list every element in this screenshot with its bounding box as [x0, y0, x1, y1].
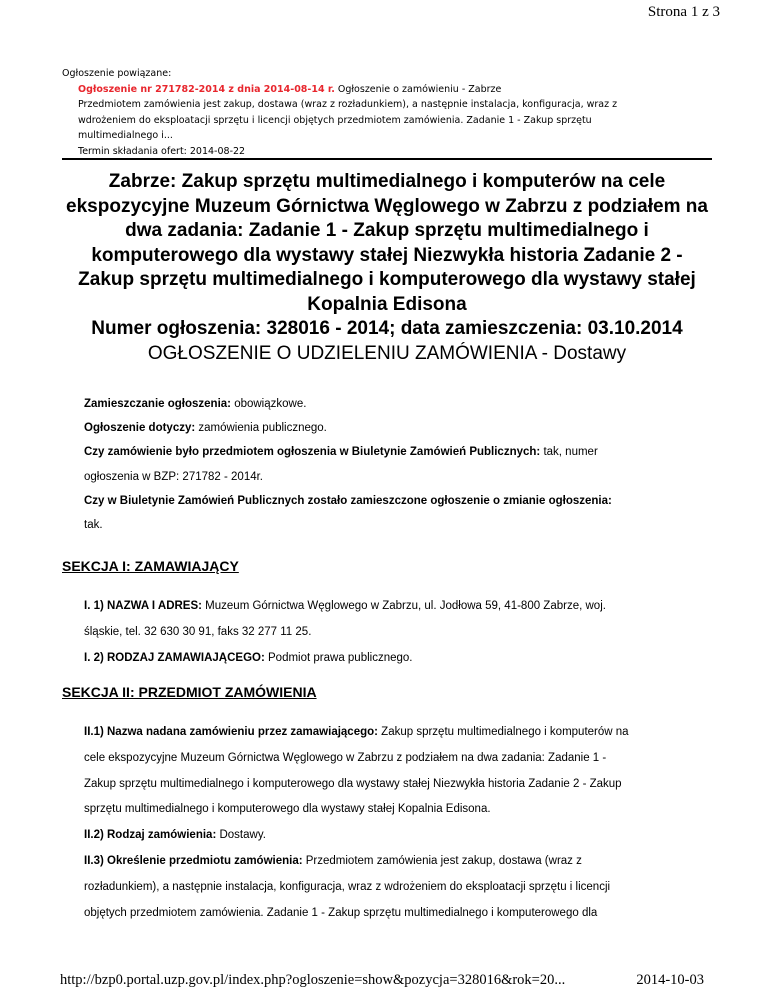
section-label: II.3) Określenie przedmiotu zamówienia:: [84, 854, 303, 867]
section-value: Zakup sprzętu multimedialnego i komputerowego dla wystawy stałej Niezwykła historia Zadanie 2 - Zakup: [84, 777, 622, 790]
section-value: Przedmiotem zamówienia jest zakup, dostawa (wraz z: [302, 854, 582, 867]
title-line: Zabrze: Zakup sprzętu multimedialnego i komputerów na cele: [108, 171, 666, 192]
section-value: rozładunkiem), a następnie instalacja, konfiguracja, wraz z wdrożeniem do eksploatacji sprzętu i licencji: [84, 880, 611, 893]
title-line: dwa zadania: Zadanie 1 - Zakup sprzętu multimedialnego i: [125, 220, 649, 241]
section-1-body: [84, 594, 704, 671]
related-desc-line: multimedialnego i...: [78, 130, 173, 141]
section-line: [84, 720, 704, 746]
meta-label: Czy w Biuletynie Zamówień Publicznych zostało zamieszczone ogłoszenie o zmianie ogłoszenia:: [84, 494, 612, 507]
section-label: I. 2) RODZAJ ZAMAWIAJĄCEGO:: [84, 651, 265, 664]
title-line: ekspozycyjne Muzeum Górnictwa Węglowego w Zabrzu z podziałem na: [66, 195, 708, 217]
section-value: śląskie, tel. 32 630 30 91, faks 32 277 11 25.: [84, 625, 312, 638]
page-number-header: Strona 1 z 3: [647, 4, 720, 20]
meta-value: tak, numer: [540, 446, 598, 459]
section-value: Zakup sprzętu multimedialnego i komputerów na: [377, 726, 629, 738]
section-value: Dostawy.: [216, 829, 266, 842]
section-value: Podmiot prawa publicznego.: [264, 651, 413, 664]
meta-line: [84, 416, 694, 440]
meta-line: [84, 513, 694, 537]
header-divider: [62, 158, 712, 160]
section-value: sprzętu multimedialnego i komputerowego dla wystawy stałej Kopalnia Edisona.: [84, 803, 491, 816]
related-notice-link[interactable]: Ogłoszenie nr 271782-2014 z dnia 2014-08-14 r.: [78, 83, 335, 95]
section-line: [84, 620, 704, 646]
meta-value: ogłoszenia w BZP: 271782 - 2014r.: [84, 470, 264, 483]
notice-meta: [84, 392, 694, 537]
section-value: cele ekspozycyjne Muzeum Górnictwa Węglowego w Zabrzu z podziałem na dwa zadania: Zadanie 1 -: [84, 751, 607, 764]
meta-value: tak.: [84, 519, 103, 532]
section-label: I. 1) NAZWA I ADRES:: [84, 600, 202, 612]
section-label: II.1) Nazwa nadana zamówieniu przez zamawiającego:: [84, 726, 378, 738]
title-line: Kopalnia Edisona: [307, 293, 467, 315]
meta-line: [84, 465, 694, 489]
section-line: [84, 772, 704, 798]
page-footer: [60, 972, 704, 989]
meta-value: obowiązkowe.: [231, 398, 307, 410]
related-notice: [62, 66, 712, 159]
meta-label: Ogłoszenie dotyczy:: [84, 422, 196, 435]
title-line: Zakup sprzętu multimedialnego i komputerowego dla wystawy stałej: [78, 269, 696, 290]
section-value: Muzeum Górnictwa Węglowego w Zabrzu, ul. Jodłowa 59, 41-800 Zabrze, woj.: [201, 600, 606, 612]
related-notice-link-suffix: Ogłoszenie o zamówieniu - Zabrze: [334, 83, 502, 95]
section-line: [84, 875, 704, 901]
section-line: [84, 849, 704, 875]
section-2-title: SEKCJA II: PRZEDMIOT ZAMÓWIENIA: [62, 684, 317, 700]
title-line: komputerowego dla wystawy stałej Niezwykła historia Zadanie 2 -: [91, 244, 683, 266]
section-value: objętych przedmiotem zamówienia. Zadanie 1 - Zakup sprzętu multimedialnego i komputerowego dla: [84, 906, 598, 919]
meta-label: Zamieszczanie ogłoszenia:: [84, 398, 231, 410]
section-line: [84, 823, 704, 849]
section-line: [84, 594, 704, 620]
related-deadline: Termin składania ofert: 2014-08-22: [78, 145, 246, 157]
related-desc-line: wdrożeniem do eksploatacji sprzętu i licencji objętych przedmiotem zamówienia. Zadanie 1 - Zakup sprzętu: [78, 114, 592, 126]
footer-date: 2014-10-03: [636, 972, 704, 988]
related-label: Ogłoszenie powiązane:: [62, 68, 172, 79]
meta-line: [84, 440, 694, 464]
footer-url: http://bzp0.portal.uzp.gov.pl/index.php?ogloszenie=show&pozycja=328016&rok=20...: [60, 972, 566, 988]
section-label: II.2) Rodzaj zamówienia:: [84, 829, 217, 842]
section-line: [84, 797, 704, 823]
section-line: [84, 901, 704, 927]
section-2-body: [84, 720, 704, 926]
section-1-title: SEKCJA I: ZAMAWIAJĄCY: [62, 558, 239, 574]
meta-line: [84, 392, 694, 416]
section-line: [84, 746, 704, 772]
related-desc-line: Przedmiotem zamówienia jest zakup, dostawa (wraz z rozładunkiem), a następnie instalacja, konfiguracja, wraz z: [78, 99, 618, 110]
meta-line: [84, 489, 694, 513]
meta-value: zamówienia publicznego.: [195, 422, 327, 435]
notice-number: Numer ogłoszenia: 328016 - 2014; data zamieszczenia: 03.10.2014: [91, 318, 683, 339]
meta-label: Czy zamówienie było przedmiotem ogłoszenia w Biuletynie Zamówień Publicznych:: [84, 446, 541, 459]
section-line: [84, 646, 704, 672]
notice-title: [62, 170, 712, 366]
notice-type: OGŁOSZENIE O UDZIELENIU ZAMÓWIENIA - Dostawy: [147, 342, 627, 364]
